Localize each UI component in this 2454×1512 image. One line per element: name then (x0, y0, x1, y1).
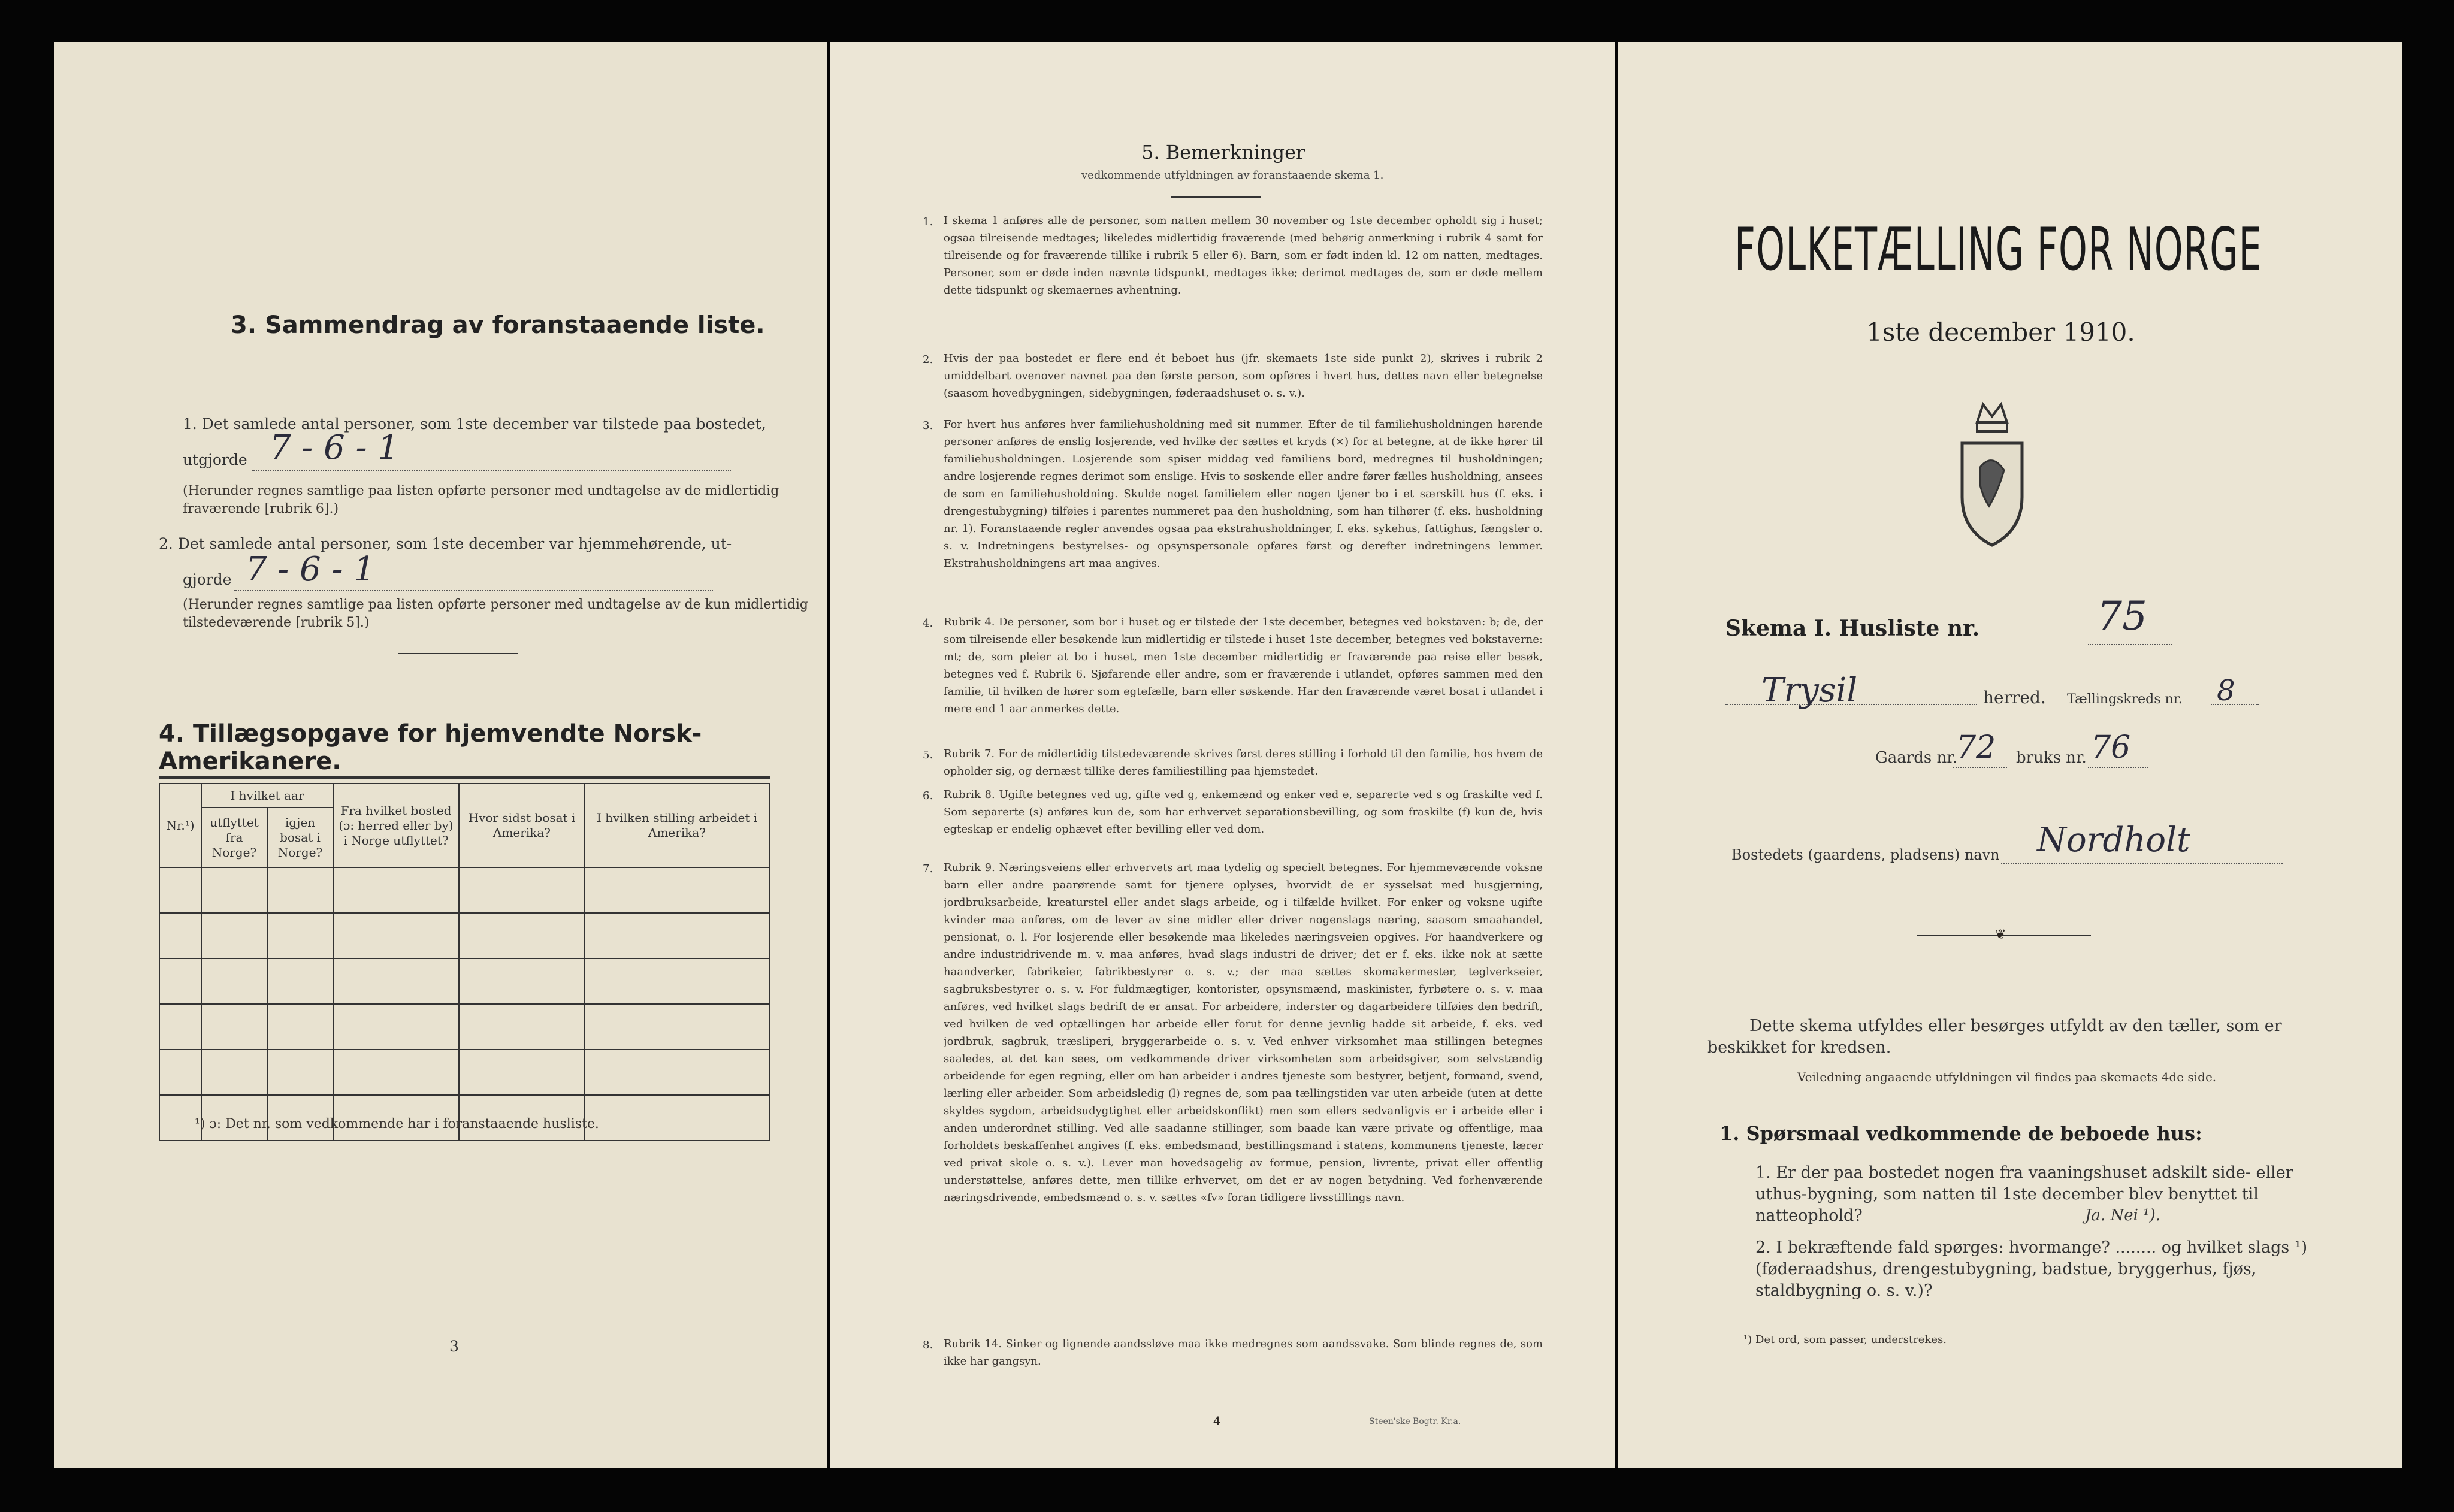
question1-2: 2. I bekræftende fald spørges: hvormange? ........ og hvilket slags ¹) (føderaadshus, drengestubygning, badstue, bryggerhus, fjøs, staldbygning o. s. v.)? (1755, 1238, 2308, 1300)
remark-item: Rubrik 9. Næringsveiens eller erhvervets art maa tydelig og specielt betegnes. For hjemmeværende voksne barn eller andre paarørende samt for tjenere oplyses, hvorvidt de er sysselsat med husgjerning, jordbruksarbeide, kreaturstel eller andet slags arbeide, og i tilfælde hvilket. For enker og voksne ugifte kvinder maa anføres, om de lever av sine midler eller driver nogenslags næring, saasom smaahandel, pensionat, o. l. For losjerende eller besøkende maa likeledes næringsveien opgives. For haandverkere og andre industridrivende m. v. maa anføres, hvad slags industri de driver; det er f. eks. ikke nok at sætte haandverker, fabrikeier, fabrikbestyrer o. s. v.; der maa sættes skomakermester, teglverkseier, sagbruksbestyrer o. s. v. For fuldmægtiger, kontorister, opsynsmænd, maskinister, fyrbøtere o. s. v. maa anføres, ved hvilket slags bedrift de er ansat. For arbeidere, inderster og dagarbeidere tilføies den bedrift, ved hvilken de ved optællingen har arbeide eller forut for denne jevnlig hadde sit arbeide, f. eks. ved jordbruk, sagbruk, træsliperi, bryggerarbeide o. s. v. Ved enhver virksomhet maa stillingen betegnes saaledes, at det kan sees, om vedkommende driver virksomheten som arbeidsgiver, som selvstændig arbeidende for egen regning, eller om han arbeider i andres tjeneste som bestyrer, betjent, formand, svend, lærling eller arbeider. Som arbeidsledig (l) regnes de, som paa tællingstiden var uten arbeide (uten at dette skyldes sygdom, arbeidsudygtighet eller arbeidskonflikt) men som ellers sedvanligvis er i arbeide eller i anden underordnet stilling. Ved alle saadanne stillinger, som baade kan være private og offentlige, maa forholdets beskaffenhet angives (f. eks. embedsmand, bestillingsmand i statens, kommunens tjeneste, lærer ved privat skole o. s. v.). Lever man hovedsagelig av formue, pension, livrente, privat eller offentlig understøttelse, anføres dette, men tillike erhvervet, om det er av nogen betydning. Ved forhenværende næringsdrivende, embedsmænd o. s. v. sættes «fv» foran tidligere livsstillings navn. (944, 861, 1543, 1204)
right-footnote: ¹) Det ord, som passer, understrekes. (1743, 1333, 1947, 1346)
header-stilling: I hvilken stilling arbeidet i Amerika? (585, 784, 769, 867)
herred-value: Trysil (1761, 671, 1858, 710)
page-number-middle: 4 (1213, 1414, 1221, 1428)
coat-of-arms-icon (1956, 395, 2028, 551)
husliste-number: 75 (2097, 593, 2147, 639)
section4-title: 4. Tillægsopgave for hjemvendte Norsk-Amerikanere. (159, 720, 702, 775)
header-hvor: Hvor sidst bosat i Amerika? (459, 784, 585, 867)
header-group: I hvilket aar (201, 784, 333, 808)
item-number: 2. (923, 353, 933, 366)
kreds-value: 8 (2217, 674, 2235, 707)
item2-value: 7 - 6 - 1 (246, 550, 375, 589)
header-utflyttet: utflyttet fra Norge? (201, 808, 267, 867)
table-row (159, 867, 769, 913)
remarks-divider (1171, 196, 1261, 198)
question1-1-answer: Ja. Nei ¹). (2085, 1206, 2161, 1224)
norsk-amerikanere-table (159, 783, 770, 1141)
item-number: 4. (923, 617, 933, 630)
table-footnote: ¹) ɔ: Det nr. som vedkommende har i foranstaaende husliste. (195, 1117, 599, 1132)
remark-item: Rubrik 14. Sinker og lignende aandssløve maa ikke medregnes som aandssvake. Som blinde regnes de, som ikke har gangsyn. (944, 1338, 1543, 1368)
page-number-left: 3 (449, 1338, 459, 1355)
left-page (54, 42, 827, 1468)
question1-title: 1. Spørsmaal vedkommende de beboede hus: (1719, 1122, 2202, 1145)
main-title: FOLKETÆLLING FOR NORGE (1734, 216, 2263, 284)
right-page (1618, 42, 2402, 1468)
item1-note: (Herunder regnes samtlige paa listen opførte personer med undtagelse av de midlertidig fraværende [rubrik 6].) (183, 483, 779, 516)
bosted-label: Bostedets (gaardens, pladsens) navn (1731, 846, 2000, 863)
remark-item: For hvert hus anføres hver familiehusholdning med sit nummer. Efter de til familiehusholdningen hørende personer anføres de enslig losjerende, ved hvilke der sættes et kryds (×) for at betegne, at de ikke hører til familiehusholdningen. Losjerende som spiser middag ved familiens bord, medregnes til husholdningen; andre losjerende regnes derimot som enslige. Hvis to søskende eller andre fører fælles husholdning, ansees de som en familiehusholdning. Skulde noget familielem eller nogen tjener bo i et særskilt hus (f. eks. i drengestubygning) tilføies i parentes nummeret paa den husholdning, som han tilhører (f. eks. husholdning nr. 1). Foranstaaende regler anvendes ogsaa paa ekstrahusholdninger, f. eks. sykehus, fattighus, fængsler o. s. v. Indretningens bestyrelses- og opsynspersonale opføres først og derefter indretningens lemmer. Ekstrahusholdningens art maa angives. (944, 418, 1543, 570)
herred-label: herred. (1983, 688, 2046, 707)
remark-item: Rubrik 7. For de midlertidig tilstedeværende skrives først deres stilling i forhold til den familie, hos hvem de opholder sig, og dernæst tillike deres familiestilling paa hjemstedet. (944, 748, 1543, 778)
item-number: 7. (923, 863, 933, 875)
divider (398, 653, 518, 654)
header-fra: Fra hvilket bosted (ɔ: herred eller by) i Norge utflyttet? (333, 784, 459, 867)
instruction-small: Veiledning angaaende utfyldningen vil findes paa skemaets 4de side. (1797, 1070, 2217, 1084)
gaards-label: Gaards nr. (1875, 749, 1958, 767)
remarks-subtitle: vedkommende utfyldningen av foranstaaende skema 1. (1081, 169, 1384, 182)
middle-page (830, 42, 1615, 1468)
header-nr: Nr.¹) (159, 784, 201, 867)
bruks-value: 76 (2091, 730, 2131, 766)
item2-label: gjorde (183, 571, 232, 588)
table-row (159, 913, 769, 958)
item-number: 1. (923, 216, 933, 228)
section3-title: 3. Sammendrag av foranstaaende liste. (231, 312, 765, 339)
question1-1: 1. Er der paa bostedet nogen fra vaaningshuset adskilt side- eller uthus-bygning, som natten til 1ste december blev benyttet til natteophold? (1755, 1163, 2293, 1225)
item1-label: utgjorde (183, 451, 247, 468)
schema-label: Skema I. Husliste nr. (1725, 616, 1980, 641)
table-row (159, 1004, 769, 1050)
remark-item: Rubrik 4. De personer, som bor i huset og er tilstede der 1ste december, betegnes ved bokstaven: b; de, der som tilreisende eller besøkende kun midlertidig er tilstede i huset 1ste december, betegnes ved bokstaverne: mt; de, som pleier at bo i huset, men 1ste december midlertidig er fraværende paa reise eller besøk, betegnes ved f. Rubrik 6. Sjøfarende eller andre, som er fraværende i utlandet, opføres sammen med den familie, til hvilken de hører som egtefælle, barn eller søskende. Har den fraværende været bosat i utlandet i mere end 1 aar anmerkes dette. (944, 616, 1543, 715)
gaards-value: 72 (1956, 730, 1996, 766)
item2-text: 2. Det samlede antal personer, som 1ste december var hjemmehørende, ut- (159, 535, 732, 552)
remark-item: Rubrik 8. Ugifte betegnes ved ug, gifte ved g, enkemænd og enker ved e, separerte ved s og fraskilte ved f. Som separerte (s) anføres kun de, som har erhvervet separationsbevilling, og som fraskilte (f) kun de, hvis egteskap er endelig ophævet efter bevilling eller ved dom. (944, 788, 1543, 836)
item-number: 8. (923, 1339, 933, 1351)
table-row (159, 1050, 769, 1095)
item-number: 5. (923, 749, 933, 761)
remarks-title: 5. Bemerkninger (1141, 141, 1305, 164)
item-number: 6. (923, 790, 933, 802)
bosted-value: Nordholt (2037, 821, 2190, 860)
header-igjen: igjen bosat i Norge? (267, 808, 333, 867)
ornament-icon: ❦ (1995, 927, 2006, 942)
item2-note: (Herunder regnes samtlige paa listen opførte personer med undtagelse av de kun midlertidig tilstedeværende [rubrik 5].) (183, 597, 808, 630)
item1-value: 7 - 6 - 1 (270, 428, 399, 467)
remark-item: I skema 1 anføres alle de personer, som natten mellem 30 november og 1ste december opholdt sig i huset; ogsaa tilreisende medtages; likeledes midlertidig fraværende (med behørig anmerkning i rubrik 4 samt for tilreisende og for fraværende tillike i rubrik 5 eller 6). Barn, som er født inden kl. 12 om natten, medtages. Personer, som er døde inden nævnte tidspunkt, medtages ikke; derimot medtages de, som er døde mellem dette tidspunkt og skemaernes avhentning. (944, 214, 1543, 297)
census-date: 1ste december 1910. (1866, 317, 2135, 347)
table-top-rule (159, 776, 770, 779)
table-row (159, 958, 769, 1004)
bruks-label: bruks nr. (2016, 749, 2087, 767)
kreds-label: Tællingskreds nr. (2067, 692, 2183, 707)
instruction-text: Dette skema utfyldes eller besørges utfyldt av den tæller, som er beskikket for kredsen. (1707, 1017, 2282, 1057)
item1-text: 1. Det samlede antal personer, som 1ste december var tilstede paa bostedet, (183, 415, 766, 433)
printer-mark: Steen'ske Bogtr. Kr.a. (1369, 1417, 1461, 1426)
remark-item: Hvis der paa bostedet er flere end ét beboet hus (jfr. skemaets 1ste side punkt 2), skrives i rubrik 2 umiddelbart ovenover navnet paa den første person, som opføres i hvert hus, dettes navn eller betegnelse (saasom hovedbygningen, sidebygningen, føderaadshuset o. s. v.). (944, 352, 1543, 400)
item-number: 3. (923, 419, 933, 432)
